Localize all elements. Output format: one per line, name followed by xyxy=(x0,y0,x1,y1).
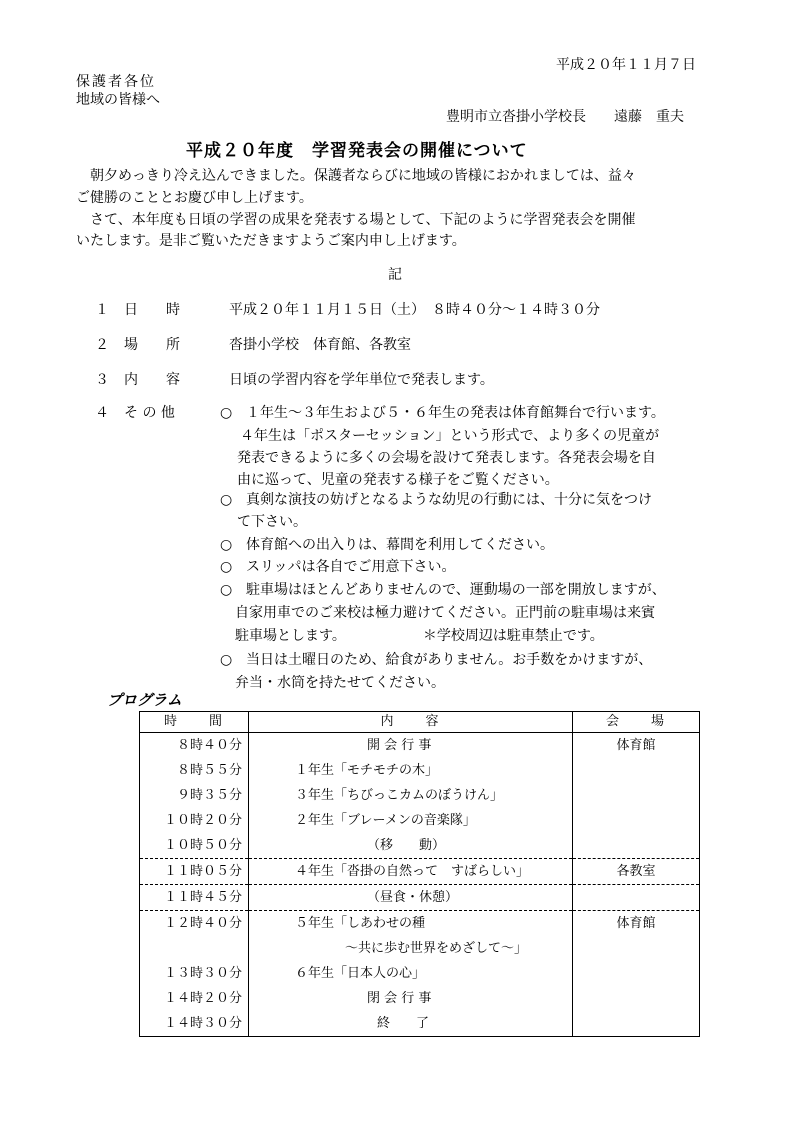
row-venue xyxy=(573,808,700,833)
note-1-bullet: ○ xyxy=(220,405,233,421)
program-heading: プログラム xyxy=(107,691,182,709)
recipient-community: 地域の皆様へ xyxy=(76,92,160,108)
body-line-1: 朝夕めっきり冷え込んできました。保護者ならびに地域の皆様におかれましては、益々 xyxy=(76,168,636,184)
row-content: 終 了 xyxy=(249,1011,573,1037)
item-date-number: １ xyxy=(95,302,109,318)
table-row xyxy=(140,783,700,808)
item-date-value: 平成２０年１１月１５日（土） ８時４０分～１４時３０分 xyxy=(229,302,600,318)
row-venue xyxy=(573,783,700,808)
ki-heading: 記 xyxy=(388,267,402,283)
item-content-number: ３ xyxy=(95,372,109,388)
table-row xyxy=(140,911,700,937)
table-row xyxy=(140,758,700,783)
row-venue: 体育館 xyxy=(573,733,700,759)
row-time: １１時４５分 xyxy=(140,885,249,911)
row-time: ９時３５分 xyxy=(140,783,249,808)
row-venue xyxy=(573,833,700,859)
row-venue xyxy=(573,885,700,911)
row-time: ８時５５分 xyxy=(140,758,249,783)
row-content: １年生「モチモチの木」 xyxy=(249,758,573,783)
row-content: ４年生「沓掛の自然って すばらしい」 xyxy=(249,859,573,885)
program-table xyxy=(139,711,700,1037)
row-venue xyxy=(573,986,700,1011)
sender: 豊明市立沓掛小学校長 遠藤 重夫 xyxy=(446,109,684,125)
item-place-value: 沓掛小学校 体育館、各教室 xyxy=(229,337,411,353)
document-title: 平成２０年度 学習発表会の開催について xyxy=(186,141,528,161)
row-venue: 各教室 xyxy=(573,859,700,885)
item-place-number: ２ xyxy=(95,337,109,353)
document-date: 平成２０年１１月７日 xyxy=(556,57,696,73)
item-content-label: 内 容 xyxy=(124,372,180,388)
row-venue xyxy=(573,758,700,783)
row-content: 閉 会 行 事 xyxy=(249,986,573,1011)
body-line-3: さて、本年度も日頃の学習の成果を発表する場として、下記のように学習発表会を開催 xyxy=(76,212,636,228)
table-row xyxy=(140,961,700,986)
note-5-line-1: 駐車場はほとんどありませんので、運動場の一部を開放しますが、 xyxy=(246,582,666,598)
row-content: ～共に歩む世界をめざして～」 xyxy=(249,936,573,961)
row-time: １２時４０分 xyxy=(140,911,249,937)
note-1-line-3: 発表できるように多くの会場を設けて発表します。各発表会場を自 xyxy=(237,450,656,466)
row-content: （昼食・休憩） xyxy=(249,885,573,911)
header-content: 内 容 xyxy=(249,712,573,733)
table-row xyxy=(140,936,700,961)
header-venue: 会 場 xyxy=(573,712,700,733)
note-5-line-2: 自家用車でのご来校は極力避けてください。正門前の駐車場は来賓 xyxy=(235,605,655,621)
table-row xyxy=(140,885,700,911)
note-6-line-1: 当日は土曜日のため、給食がありません。お手数をかけますが、 xyxy=(246,652,653,668)
row-venue: 体育館 xyxy=(573,911,700,937)
row-venue xyxy=(573,936,700,961)
row-content: ３年生「ちびっこカムのぼうけん」 xyxy=(249,783,573,808)
row-time: １０時２０分 xyxy=(140,808,249,833)
row-venue xyxy=(573,1011,700,1037)
row-time xyxy=(140,936,249,961)
header-time: 時 間 xyxy=(140,712,249,733)
note-4-line-1: スリッパは各自でご用意下さい。 xyxy=(246,559,456,575)
body-line-4: いたします。是非ご覧いただきますようご案内申し上げます。 xyxy=(76,233,466,249)
note-6-bullet: ○ xyxy=(220,652,233,668)
note-5-line-3: 駐車場とします。 ＊学校周辺は駐車禁止です。 xyxy=(235,628,604,644)
row-time: １１時０５分 xyxy=(140,859,249,885)
note-1-line-2: ４年生は「ポスターセッション」という形式で、より多くの児童が xyxy=(240,428,660,444)
note-2-line-2: て下さい。 xyxy=(237,514,307,530)
table-row xyxy=(140,808,700,833)
row-content: ５年生「しあわせの種 xyxy=(249,911,573,937)
note-1-line-1: １年生～３年生および５・６年生の発表は体育館舞台で行います。 xyxy=(246,405,665,421)
note-4-bullet: ○ xyxy=(220,559,233,575)
program-header-row xyxy=(140,712,700,733)
row-venue xyxy=(573,961,700,986)
note-6-line-2: 弁当・水筒を持たせてください。 xyxy=(235,675,445,691)
row-content: ２年生「ブレーメンの音楽隊」 xyxy=(249,808,573,833)
table-row xyxy=(140,859,700,885)
note-2-bullet: ○ xyxy=(220,492,233,508)
row-content: ６年生「日本人の心」 xyxy=(249,961,573,986)
row-time: ８時４０分 xyxy=(140,733,249,759)
row-time: １４時２０分 xyxy=(140,986,249,1011)
item-place-label: 場 所 xyxy=(124,337,180,353)
note-5-bullet: ○ xyxy=(220,582,233,598)
item-date-label: 日 時 xyxy=(124,302,180,318)
item-other-number: ４ xyxy=(95,405,109,421)
recipient-guardians: 保護者各位 xyxy=(76,74,156,90)
row-time: １４時３０分 xyxy=(140,1011,249,1037)
note-2-line-1: 真剣な演技の妨げとなるような幼児の行動には、十分に気をつけ xyxy=(246,492,652,508)
table-row xyxy=(140,986,700,1011)
item-content-value: 日頃の学習内容を学年単位で発表します。 xyxy=(229,372,494,388)
table-row xyxy=(140,833,700,859)
item-other-label: そ の 他 xyxy=(124,405,175,421)
note-3-bullet: ○ xyxy=(220,537,233,553)
row-content: （移 動） xyxy=(249,833,573,859)
row-time: １３時３０分 xyxy=(140,961,249,986)
table-row xyxy=(140,1011,700,1037)
body-line-2: ご健勝のこととお慶び申し上げます。 xyxy=(76,190,313,206)
table-row xyxy=(140,733,700,759)
note-3-line-1: 体育館への出入りは、幕間を利用してください。 xyxy=(246,537,554,553)
note-1-line-4: 由に巡って、児童の発表する様子をご覧ください。 xyxy=(237,472,559,488)
row-content: 開 会 行 事 xyxy=(249,733,573,759)
row-time: １０時５０分 xyxy=(140,833,249,859)
